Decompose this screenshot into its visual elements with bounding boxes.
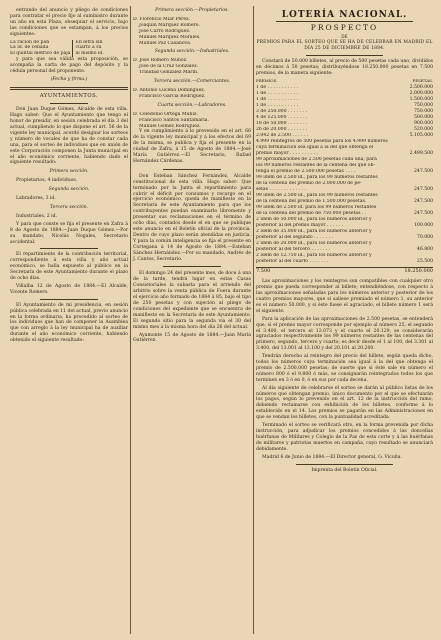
- heading-propietarios: Primera sección.—Propietarios.: [155, 8, 229, 13]
- printer-imprint: Imprenta del Boletín Oficial.: [311, 467, 378, 473]
- subasta-paragraph: El domingo 24 del presente mes, de doce á una de la tarde, tendrá lugar en estas Casas Consistoriales la subasta para el arriendo del arbitrio sobre la venta pública de Fuera durante el ejercicio año formado de 1884 á 85, bajo el tipo de 250 pesetas y con sujeción al pliego de condiciones del expediente que se encuentra de manifiesto en la Secretaría de este Ayuntamiento. El segundo sitio para la segunda vía el 30 del mismo mes á la misma hora del día 26 del actual.: [133, 271, 251, 330]
- publication-paragraph: Y en cumplimiento á lo prevenido en el art. 66 de la vigente ley municipal y á los efectos del 69 de la misma, se publica y fija el presente en la ciudad de Zafra, á 15 de Agosto de 1884.—José María Gutiérrez.—El Secretario, Rafael Hernández Cárdenas.: [133, 129, 251, 164]
- prospect-body: [256, 279, 433, 460]
- prize-description: los 99 números restantes de la centena del que ob-: [256, 163, 376, 169]
- rule-3: [163, 169, 221, 170]
- prize-description: 99 ídem de 2.500 id. para los 99 números restantes: [256, 205, 377, 211]
- prize-total: [256, 267, 433, 275]
- repartimiento-signature: Villalba 12 de Agosto de 1884.—El Alcalde, Vicente Romero.: [10, 283, 128, 295]
- name-2-1: D. José Romero Muñoz.: [133, 58, 188, 64]
- prospect-paragraph: Tendrán derecho al reintegro del precio del billete, según queda dicho, todos los números cuya terminación sea igual á la del que obtenga el premio de 2.500.000 pesetas; de suerte que si éste sale en número el número 800 ó el 9.800 ó más, se consignarán reintegrados todos los que terminen en 3 ó en 0, ó en sus por cada decena.: [256, 354, 433, 383]
- heading-labradores: Cuarta sección.—Labradores.: [157, 102, 227, 108]
- prize-description: 4.999 reintegros de 500 pesetas para los 4.999 números: [256, 139, 388, 145]
- prize-description: de la centena del premio de 1.500.000 pesetas.: [256, 199, 367, 205]
- final-paragraph: Y para que conste se fija el presente en Zafra á 8 de Agosto de 1884.—Juan Duque Gómez.—Por su mandato, Nicolás Nogales, Secretario accidental.: [10, 221, 128, 245]
- table-left-1: La ración de pan: [10, 39, 50, 45]
- prize-description: posterior al del segundo . . . . . . .: [256, 235, 334, 241]
- table-right-2: cuarto á su: [75, 45, 102, 51]
- de-word: DE: [341, 34, 348, 39]
- section-third: Tercera sección.: [49, 204, 89, 210]
- prize-amount: 70.000: [416, 235, 433, 241]
- prize-description: 26 de 20.000 . . . . . . .: [256, 127, 307, 133]
- prize-description: posterior al del tercero . . . . . . .: [256, 247, 331, 253]
- prize-description: 2.042 de 2.500 . . . . . .: [256, 133, 309, 139]
- name-3-2: Francisco García Rodríguez.: [139, 93, 206, 99]
- prize-amount: 247.500: [414, 169, 433, 175]
- prospect-paragraph: Madrid 6 de Junio de 1884.—El Director general, G. Vicuña.: [262, 454, 402, 460]
- prize-description: 1 de . . . . . . . . . . .: [256, 85, 299, 91]
- name-1-3: José Carro Rodríguez.: [139, 28, 191, 34]
- short-rule: [50, 103, 88, 104]
- propietarios-line: Propietarios, 4 individuos.: [16, 178, 78, 184]
- prize-description: posterior al del cuarto . . . . . . .: [256, 259, 329, 265]
- section-second: Segunda sección.: [48, 187, 90, 193]
- prize-description: 2 ídem de 20.000 id., para los números anterior y: [256, 241, 372, 247]
- consumos-paragraph: Don Esteban Sánchez Fernández, Alcalde constitucional de esta villa. Hago saber: Que terminado por la Junta el repartimiento para cubrir el déficit por consumos y recargo en el ejercicio económico, queda de manifiesto en la Secretaría de este Ayuntamiento para que los contribuyentes puedan examinarlo libremente y presentar sus reclamaciones en el término de ocho días, contados desde el en que se publique este anuncio en el Boletín oficial de la provincia. Dentro de cuyo plazo serán atendidas en justicia. Y para la común inteligencia se fija el presente en Cortegana á 14 de Agosto de 1884.—Esteban Sánchez Hernández.—Por su mandado, Andrés de J. Cantos, Secretario.: [133, 173, 251, 262]
- prize-description: 2 ídem de 35.000 id., para los números anterior y: [256, 229, 372, 235]
- prospect-paragraph: Las aproximaciones y los reintegros son compatibles con cualquier otro premio que pueda corresponder al billete; entendiéndose, con respecto á las aproximaciones señaladas para los números anterior y posterior de los cuatro premios mayores, que si saliese premiado el número 1, su anterior es el número 50.000, y si éste fuese el agraciado, el billete número 1 será el siguiente.: [256, 279, 433, 314]
- prize-description: cuya terminación sea igual á la del que obtenga el: [256, 145, 374, 151]
- section-first: Primera sección.: [49, 169, 89, 175]
- prize-description: 99 aproximaciones de 2.500 pesetas cada una, para: [256, 157, 377, 163]
- intro-paragraph: entrando del anuncio y pliego de condiciones para contratar el precio fijo al suministro durante un año en esta Plaza, obsequiar el servicio, bajo las condiciones que se estampan, á los precios siguientes:: [10, 8, 128, 37]
- prize-amount: 2.499.500: [409, 151, 433, 157]
- prospect-paragraph: Terminado el sorteo se verificará otro, en la forma prevenida por dicha instrucción, para adjudicar los premios concedidos á las doncellas huérfanas de Militares y Colegio de la Paz de esta corte y á las huérfanas de militares y patriotas muertos en campaña, cuyo resultado se anunciará debidamente.: [256, 423, 433, 452]
- prize-header-left: PREMIOS.: [256, 78, 278, 84]
- name-4-3: Manuel Gómez Rodríguez.: [139, 123, 201, 129]
- total-right: 18.250.000: [404, 268, 433, 275]
- name-1-1: D. Florencio Miar Pérez.: [133, 16, 190, 22]
- lottery-title: LOTERÍA NACIONAL.: [281, 10, 408, 20]
- section-divider: [10, 87, 128, 91]
- prospect-description: Constará de 50.000 billetes, al precio de 500 pesetas cada uno, divididos en décimos á 50 pesetas; distribuyéndose 18.250.000 pesetas en 7.500 premios, de la manera siguiente:: [256, 58, 433, 76]
- prize-description: tenga el premio de 2.500.000 pesetas . . . .: [256, 169, 356, 175]
- industriales-line: Industriales, 2 id.: [16, 213, 57, 219]
- total-left: 7.500: [256, 268, 271, 275]
- prize-description: 1 de . . . . . . . . . . .: [256, 103, 299, 109]
- prize-description: 2 ídem de 12.750 id., para los números anterior y: [256, 253, 372, 259]
- prize-amount: 46.800: [416, 247, 433, 253]
- labradores-line: Labradores, 3 id.: [16, 196, 56, 202]
- name-4-2: Francisco Santos Santamaría.: [139, 117, 209, 123]
- column-rule-2: [253, 6, 254, 634]
- prize-amount: 247.500: [414, 211, 433, 217]
- prize-description: 3 de 250.000 . . . . . . .: [256, 109, 307, 115]
- name-4-1: D. Celedonio Ortega Muñiz.: [133, 111, 198, 117]
- name-2-3: Trinidad González Marín.: [139, 70, 199, 76]
- repartimiento-paragraph: El repartimiento de la contribución territorial, correspondiente á esta villa y año actual económico, se halla expuesto al público en la Secretaría de este Ayuntamiento durante el plazo de ocho días.: [10, 252, 128, 282]
- prize-description: 18 de 50.000 . . . . . . .: [256, 121, 307, 127]
- prospect-intro: PREMIOS PARA EL SORTEO QUE SE HA DE CELEBRAR EN MADRID EL DÍA 25 DE DICIEMBRE DE 1884.: [256, 39, 433, 51]
- table-right-1: En letra sin: [75, 39, 103, 45]
- signature-line: (Fecha y firma.): [50, 76, 88, 82]
- prize-header: [256, 78, 433, 84]
- rule-4: [163, 266, 221, 267]
- prize-amount: 247.500: [414, 187, 433, 193]
- prospect-title: PROSPECTO: [310, 23, 379, 32]
- prize-amount: 25.500: [416, 259, 433, 265]
- prize-amount: 247.500: [414, 199, 433, 205]
- validity-paragraph: y para que sea válida esta proposición, se acompaña la carta de pago del depósito y la cédula personal del proponente.: [10, 57, 128, 75]
- heading-industriales: Segunda sección.—Industriales.: [154, 49, 230, 55]
- column-rule-1: [130, 6, 131, 634]
- prize-description: 1 de . . . . . . . . . . .: [256, 91, 299, 97]
- subasta-signature: Ayamonte 15 de Agosto de 1884.—Juan María Gutiérrez.: [133, 332, 251, 344]
- table-left-3: El quintal métrico de paja: [10, 51, 71, 57]
- price-table: [10, 40, 128, 58]
- title-rule: [276, 21, 413, 22]
- prize-amount: 500.000: [414, 115, 433, 121]
- prize-description: posterior al del premio mayor . . . . . .: [256, 223, 344, 229]
- footer-rule: [296, 464, 393, 465]
- section-title: AYUNTAMIENTOS.: [39, 93, 99, 100]
- prize-amount: 520.000: [414, 127, 433, 133]
- prospect-paragraph: Para la aplicación de las aproximaciones de 2.500 pesetas, se entenderá que, si el premio mayor corresponde por ejemplo al número 25, el segundo el 3.400, el tercero el 13.073 y el cuarto el 20.129, se considerarán agraciados respectivamente los 99 números restantes de las centenas del primero, segundo, tercero y cuarto; es decir desde el 1 al 100, del 3.301 al 3.400, del 13.001 al 13.100 y del 20.101 al 20.200.: [256, 316, 433, 352]
- prize-amount: 2.000.000: [409, 91, 433, 97]
- table-left-2: La id. de cebada: [10, 45, 49, 51]
- name-1-4: Manuel Márquez Morales.: [139, 34, 201, 40]
- prize-description: setas . . . . . . . . . . . . .: [256, 187, 306, 193]
- name-1-2: Joaquín Márquez Romero.: [139, 22, 200, 28]
- prize-description: premio mayor . . . . . . . . . .: [256, 151, 318, 157]
- asamblea-paragraph: El Ayuntamiento de mi presidencia, en sesión pública celebrada en 11 del actual, previo anuncio en la forma ordinaria, ha procedido al sorteo de los individuos que han de componer la Asamblea que con arreglo á la ley municipal ha de auxiliar durante el año económico corriente, habiendo obtenido el siguiente resultado:: [10, 302, 128, 344]
- prize-row: [256, 259, 433, 265]
- rule-2: [40, 299, 98, 300]
- prize-description: 99 ídem de 2.500 id., para los 99 números restantes: [256, 193, 378, 199]
- prize-list: [256, 85, 433, 265]
- prize-description: 4 de 125.000 . . . . . . .: [256, 115, 307, 121]
- prize-description: de la centena del premio de 750.000 pesetas . .: [256, 211, 367, 217]
- name-3-1: D. Antonio Lucena Domínguez.: [133, 87, 206, 93]
- rule-1: [40, 248, 98, 249]
- name-1-5: Manuel Paz Casanova.: [139, 40, 192, 46]
- prize-amount: 2.500.000: [409, 85, 433, 91]
- prize-amount: 750.000: [414, 103, 433, 109]
- prize-amount: 1.500.000: [409, 97, 433, 103]
- prize-description: 1 de . . . . . . . . . . .: [256, 97, 299, 103]
- prize-amount: 900.000: [414, 121, 433, 127]
- prize-amount: 5.105.000: [409, 133, 433, 139]
- column-2: [133, 8, 251, 346]
- prize-description: de la centena del premio de 2.000.000 de pe-: [256, 181, 362, 187]
- heading-comerciantes: Tercera sección.—Comerciantes.: [153, 79, 231, 85]
- prize-description: 99 ídem de 2.500 id., para los 99 números restantes: [256, 175, 378, 181]
- prize-description: 2 ídem de 50.000 id., para los números anterior y: [256, 217, 372, 223]
- prize-amount: 100.000: [414, 223, 433, 229]
- table-right-3: al mismo id.: [75, 51, 104, 57]
- prospect-paragraph: Al día siguiente de celebrarse el sorteo se darán al público listas de los números que obtengan premio, único documento por el que se efectuarán los pagos, según lo prevenido en el art. 12 de la instrucción del ramo, debiendo reclamarse con exhibición de los billetes, conforme á lo establecido en el 14. Los premios se pagarán en las Administraciones en que se vendan los billetes, con la puntualidad acreditada.: [256, 385, 433, 421]
- column-1: [10, 8, 128, 346]
- column-3: [256, 8, 433, 473]
- ayuntamiento-paragraph: Don Juan Duque Gómez, Alcalde de esta villa. Hago saber: Que el Ayuntamiento que tengo el honor de presidir, en sesión celebrada el día 3 del actual, cumpliendo lo que dispone el art. 56 de la vigente ley municipal, acordó designar los sorteos y número de vocales de que ha de constar cada una, para el sorteo de individuos que en unión de este Corporación componen la Junta municipal en el año económico corriente, habiendo dado el siguiente resultado:: [10, 107, 128, 166]
- prize-amount: 750.000: [414, 109, 433, 115]
- name-2-2: José de la Cruz González.: [139, 64, 199, 70]
- prize-header-right: PESETAS.: [412, 78, 433, 84]
- intro-rule: [306, 55, 383, 56]
